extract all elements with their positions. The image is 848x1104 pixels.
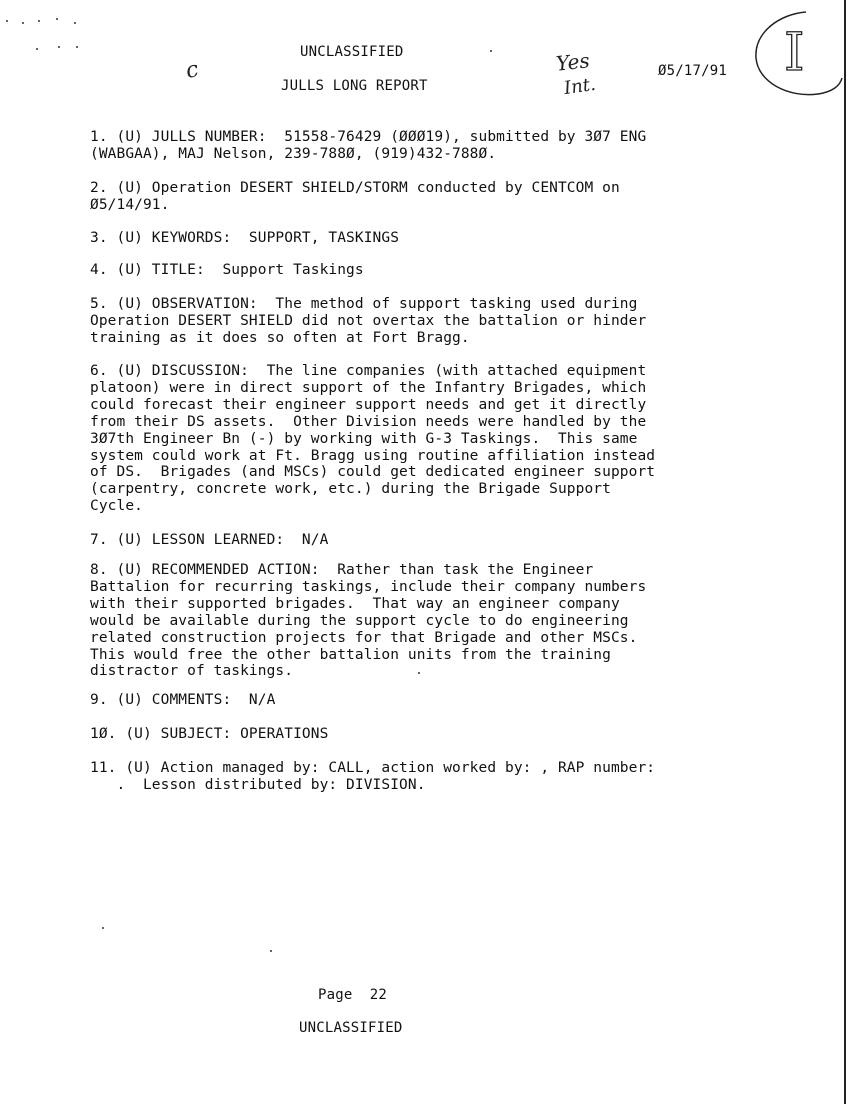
paragraph-5-line: 5. (U) OBSERVATION: The method of support tasking used during	[90, 296, 638, 312]
paragraph-6-line: 3Ø7th Engineer Bn (-) by working with G-3 Taskings. This same	[90, 430, 638, 447]
paragraph-6-line: could forecast their engineer support needs and get it directly	[90, 396, 647, 413]
scan-speck	[56, 18, 58, 20]
scan-speck	[490, 50, 492, 52]
scan-speck	[36, 48, 38, 50]
scan-speck	[38, 20, 40, 22]
paragraph-6-line: system could work at Ft. Bragg using routine affiliation instead	[90, 447, 656, 464]
paragraph-6-line: 6. (U) DISCUSSION: The line companies (with attached equipment	[90, 363, 647, 379]
header-classification: UNCLASSIFIED	[300, 44, 404, 60]
scan-speck	[270, 950, 272, 952]
paragraph-6-line: (carpentry, concrete work, etc.) during the Brigade Support	[90, 481, 611, 498]
paragraph-8-line: Battalion for recurring taskings, include their company numbers	[90, 578, 647, 595]
paragraph-7-line: 7. (U) LESSON LEARNED: N/A	[90, 532, 329, 548]
paragraph-5-line: training as it does so often at Fort Bragg.	[90, 329, 470, 346]
circled-mark-icon	[744, 6, 844, 100]
footer-classification: UNCLASSIFIED	[299, 1020, 403, 1036]
paragraph-1-line: (WABGAA), MAJ Nelson, 239-788Ø, (919)432-788Ø.	[90, 145, 497, 162]
paragraph-8-line: This would free the other battalion units from the training	[90, 646, 611, 663]
paragraph-6-line: platoon) were in direct support of the Infantry Brigades, which	[90, 379, 647, 396]
paragraph-8-line: related construction projects for that Brigade and other MSCs.	[90, 629, 638, 646]
paragraph-6-line: from their DS assets. Other Division needs were handled by the	[90, 413, 647, 430]
paragraph-4-line: 4. (U) TITLE: Support Taskings	[90, 262, 364, 278]
handwritten-margin-mark: c	[183, 56, 201, 85]
paragraph-6-line: Cycle.	[90, 498, 143, 515]
scan-speck	[102, 927, 104, 929]
paragraph-10-line: 1Ø. (U) SUBJECT: OPERATIONS	[90, 726, 329, 742]
paragraph-8-line: distractor of taskings.	[90, 663, 294, 680]
report-title: JULLS LONG REPORT	[281, 78, 428, 94]
paragraph-8-line: 8. (U) RECOMMENDED ACTION: Rather than task the Engineer	[90, 562, 594, 578]
scan-speck	[74, 22, 76, 24]
paragraph-9-line: 9. (U) COMMENTS: N/A	[90, 692, 276, 708]
scan-speck	[418, 672, 420, 674]
scan-speck	[58, 46, 60, 48]
paragraph-5-line: Operation DESERT SHIELD did not overtax the battalion or hinder	[90, 312, 647, 329]
paragraph-3-line: 3. (U) KEYWORDS: SUPPORT, TASKINGS	[90, 230, 400, 246]
paragraph-1-line: 1. (U) JULLS NUMBER: 51558-76429 (ØØØ19), submitted by 3Ø7 ENG	[90, 129, 647, 145]
paragraph-6-line: of DS. Brigades (and MSCs) could get dedicated engineer support	[90, 464, 656, 481]
page-edge-rule	[844, 0, 846, 1104]
scan-speck	[22, 22, 24, 24]
circled-mark-letter: I	[784, 23, 805, 83]
paragraph-11-line: 11. (U) Action managed by: CALL, action worked by: , RAP number:	[90, 760, 656, 776]
paragraph-8-line: would be available during the support cycle to do engineering	[90, 612, 629, 629]
handwritten-note-yes: Yes	[554, 48, 591, 76]
paragraph-2-line: 2. (U) Operation DESERT SHIELD/STORM conducted by CENTCOM on	[90, 180, 620, 196]
report-date: Ø5/17/91	[658, 63, 728, 79]
scan-speck	[6, 20, 8, 22]
paragraph-2-line: Ø5/14/91.	[90, 196, 170, 213]
handwritten-note-int: Int.	[562, 73, 597, 100]
paragraph-11-line: . Lesson distributed by: DIVISION.	[90, 776, 426, 793]
paragraph-8-line: with their supported brigades. That way an engineer company	[90, 595, 620, 612]
scan-speck	[76, 46, 78, 48]
page-number: Page 22	[318, 987, 388, 1003]
